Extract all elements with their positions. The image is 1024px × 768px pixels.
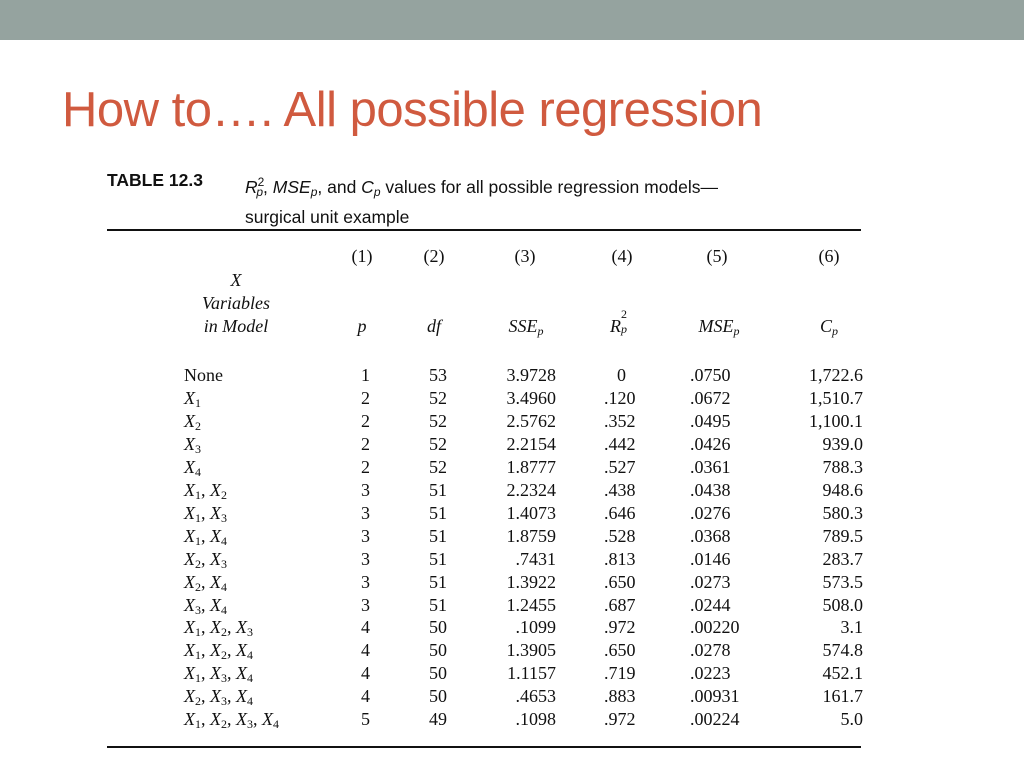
row-sse: 1.8759: [506, 525, 556, 546]
row-p: 4: [361, 640, 370, 661]
row-r2: .352: [604, 410, 636, 431]
row-p: 2: [361, 387, 370, 408]
row-cp: 5.0: [840, 709, 863, 730]
row-p: 1: [361, 365, 370, 385]
row-mse: .0276: [690, 502, 731, 523]
row-r2: .813: [604, 548, 636, 569]
row-sse: 3.9728: [506, 365, 556, 385]
row-model: $X_3$, $X_4$: [184, 594, 227, 617]
row-mse: .0273: [690, 571, 731, 592]
column-header: p: [357, 316, 367, 336]
row-df: 51: [429, 479, 447, 500]
table-top-rule: [107, 229, 861, 231]
row-p: 2: [361, 410, 370, 431]
column-number: (4): [611, 246, 633, 266]
column-header: $C_p$: [819, 316, 839, 338]
table-number: TABLE 12.3: [107, 170, 203, 190]
row-p: 5: [361, 709, 370, 730]
row-cp: 283.7: [822, 548, 863, 569]
caption-line-1: $R^2_p$, $MSE_p$, and $C_p$ values for all possible regression models—: [245, 175, 719, 199]
table-bottom-rule: [107, 746, 861, 748]
row-model: None: [184, 365, 223, 385]
row-sse: .4653: [515, 686, 556, 707]
row-df: 50: [429, 640, 447, 661]
row-mse: .0672: [690, 387, 731, 408]
row-sse: 1.1157: [507, 663, 556, 684]
row-sse: .1099: [515, 617, 556, 638]
row-sse: 2.5762: [506, 410, 556, 431]
column-header: $MSE_p$: [698, 316, 740, 338]
row-sse: .1098: [515, 709, 556, 730]
column-header: $SSE_p$: [508, 316, 544, 338]
row-p: 4: [361, 617, 370, 638]
row-sse: 1.3922: [506, 571, 556, 592]
row-df: 50: [429, 617, 447, 638]
row-model: $X_2$: [184, 410, 201, 433]
row-df: 52: [429, 387, 447, 408]
row-cp: 788.3: [822, 456, 863, 477]
row-mse: .0495: [690, 410, 731, 431]
row-r2: .972: [604, 709, 636, 730]
row-mse: .0368: [690, 525, 731, 546]
top-band: [0, 0, 1024, 40]
row-df: 53: [429, 365, 447, 385]
column-header-model: X: [230, 270, 242, 290]
row-cp: 580.3: [822, 502, 863, 523]
row-cp: 573.5: [822, 571, 863, 592]
column-number: (1): [351, 246, 373, 266]
column-header-model: in Model: [203, 316, 269, 336]
row-df: 52: [429, 433, 447, 454]
row-cp: 939.0: [822, 433, 863, 454]
row-p: 2: [361, 456, 370, 477]
row-sse: 3.4960: [506, 387, 556, 408]
row-df: 49: [429, 709, 447, 730]
row-model: $X_4$: [184, 456, 201, 479]
row-mse: .0438: [690, 479, 731, 500]
row-model: $X_1$, $X_2$, $X_3$, $X_4$: [184, 709, 279, 732]
row-sse: 1.4073: [506, 502, 556, 523]
column-header: R 2 p: [610, 307, 627, 336]
row-p: 4: [361, 686, 370, 707]
row-cp: 1,100.1: [809, 410, 863, 431]
row-cp: 789.5: [822, 525, 863, 546]
row-p: 3: [361, 525, 370, 546]
row-model: $X_1$, $X_3$, $X_4$: [184, 663, 253, 686]
row-sse: .7431: [515, 548, 556, 569]
row-sse: 1.3905: [506, 640, 556, 661]
row-mse: .00931: [690, 686, 740, 707]
row-cp: 3.1: [840, 617, 863, 638]
row-r2: .120: [604, 387, 636, 408]
row-p: 3: [361, 502, 370, 523]
column-number: (2): [423, 246, 445, 266]
column-header-model: Variables: [201, 293, 271, 313]
row-mse: .0361: [690, 456, 731, 477]
row-cp: 1,722.6: [809, 365, 863, 385]
row-model: $X_2$, $X_3$, $X_4$: [184, 686, 253, 709]
row-r2: .528: [604, 525, 636, 546]
row-sse: 2.2324: [506, 479, 556, 500]
row-p: 3: [361, 548, 370, 569]
row-model: $X_1$: [184, 387, 201, 410]
row-mse: .0244: [690, 594, 731, 615]
column-number: (3): [514, 246, 536, 266]
row-cp: 508.0: [822, 594, 863, 615]
row-p: 3: [361, 479, 370, 500]
row-r2: .719: [604, 663, 636, 684]
row-cp: 452.1: [822, 663, 863, 684]
row-r2: 0: [617, 365, 626, 385]
row-p: 3: [361, 571, 370, 592]
row-cp: 574.8: [822, 640, 863, 661]
row-model: $X_1$, $X_2$, $X_3$: [184, 617, 253, 640]
caption-line-2: surgical unit example: [245, 207, 410, 227]
row-model: $X_1$, $X_2$: [184, 479, 227, 502]
row-model: $X_1$, $X_2$, $X_4$: [184, 640, 253, 663]
column-header: df: [426, 316, 442, 336]
row-mse: .0278: [690, 640, 731, 661]
row-df: 50: [429, 663, 447, 684]
row-cp: 161.7: [822, 686, 863, 707]
row-r2: .650: [604, 571, 636, 592]
column-number: (5): [706, 246, 728, 266]
column-number: (6): [818, 246, 840, 266]
row-mse: .0750: [690, 365, 731, 385]
row-mse: .00224: [690, 709, 740, 730]
row-df: 50: [429, 686, 447, 707]
row-sse: 2.2154: [506, 433, 556, 454]
row-r2: .972: [604, 617, 636, 638]
row-r2: .646: [604, 502, 636, 523]
row-r2: .527: [604, 456, 636, 477]
row-sse: 1.2455: [506, 594, 556, 615]
row-p: 4: [361, 663, 370, 684]
slide-title: How to…. All possible regression: [62, 83, 763, 137]
row-model: $X_3$: [184, 433, 201, 456]
row-model: $X_1$, $X_4$: [184, 525, 227, 548]
row-df: 51: [429, 502, 447, 523]
row-r2: .442: [604, 433, 636, 454]
row-model: $X_2$, $X_3$: [184, 548, 227, 571]
row-df: 51: [429, 571, 447, 592]
row-p: 2: [361, 433, 370, 454]
row-sse: 1.8777: [506, 456, 556, 477]
row-cp: 948.6: [822, 479, 863, 500]
row-df: 52: [429, 456, 447, 477]
row-mse: .00220: [690, 617, 740, 638]
row-df: 51: [429, 548, 447, 569]
row-mse: .0426: [690, 433, 731, 454]
row-df: 51: [429, 525, 447, 546]
row-r2: .883: [604, 686, 636, 707]
row-model: $X_1$, $X_3$: [184, 502, 227, 525]
row-df: 52: [429, 410, 447, 431]
row-r2: .687: [604, 594, 636, 615]
row-mse: .0146: [690, 548, 731, 569]
row-r2: .650: [604, 640, 636, 661]
row-p: 3: [361, 594, 370, 615]
row-r2: .438: [604, 479, 636, 500]
row-df: 51: [429, 594, 447, 615]
row-cp: 1,510.7: [809, 387, 863, 408]
row-model: $X_2$, $X_4$: [184, 571, 227, 594]
row-mse: .0223: [690, 663, 731, 684]
